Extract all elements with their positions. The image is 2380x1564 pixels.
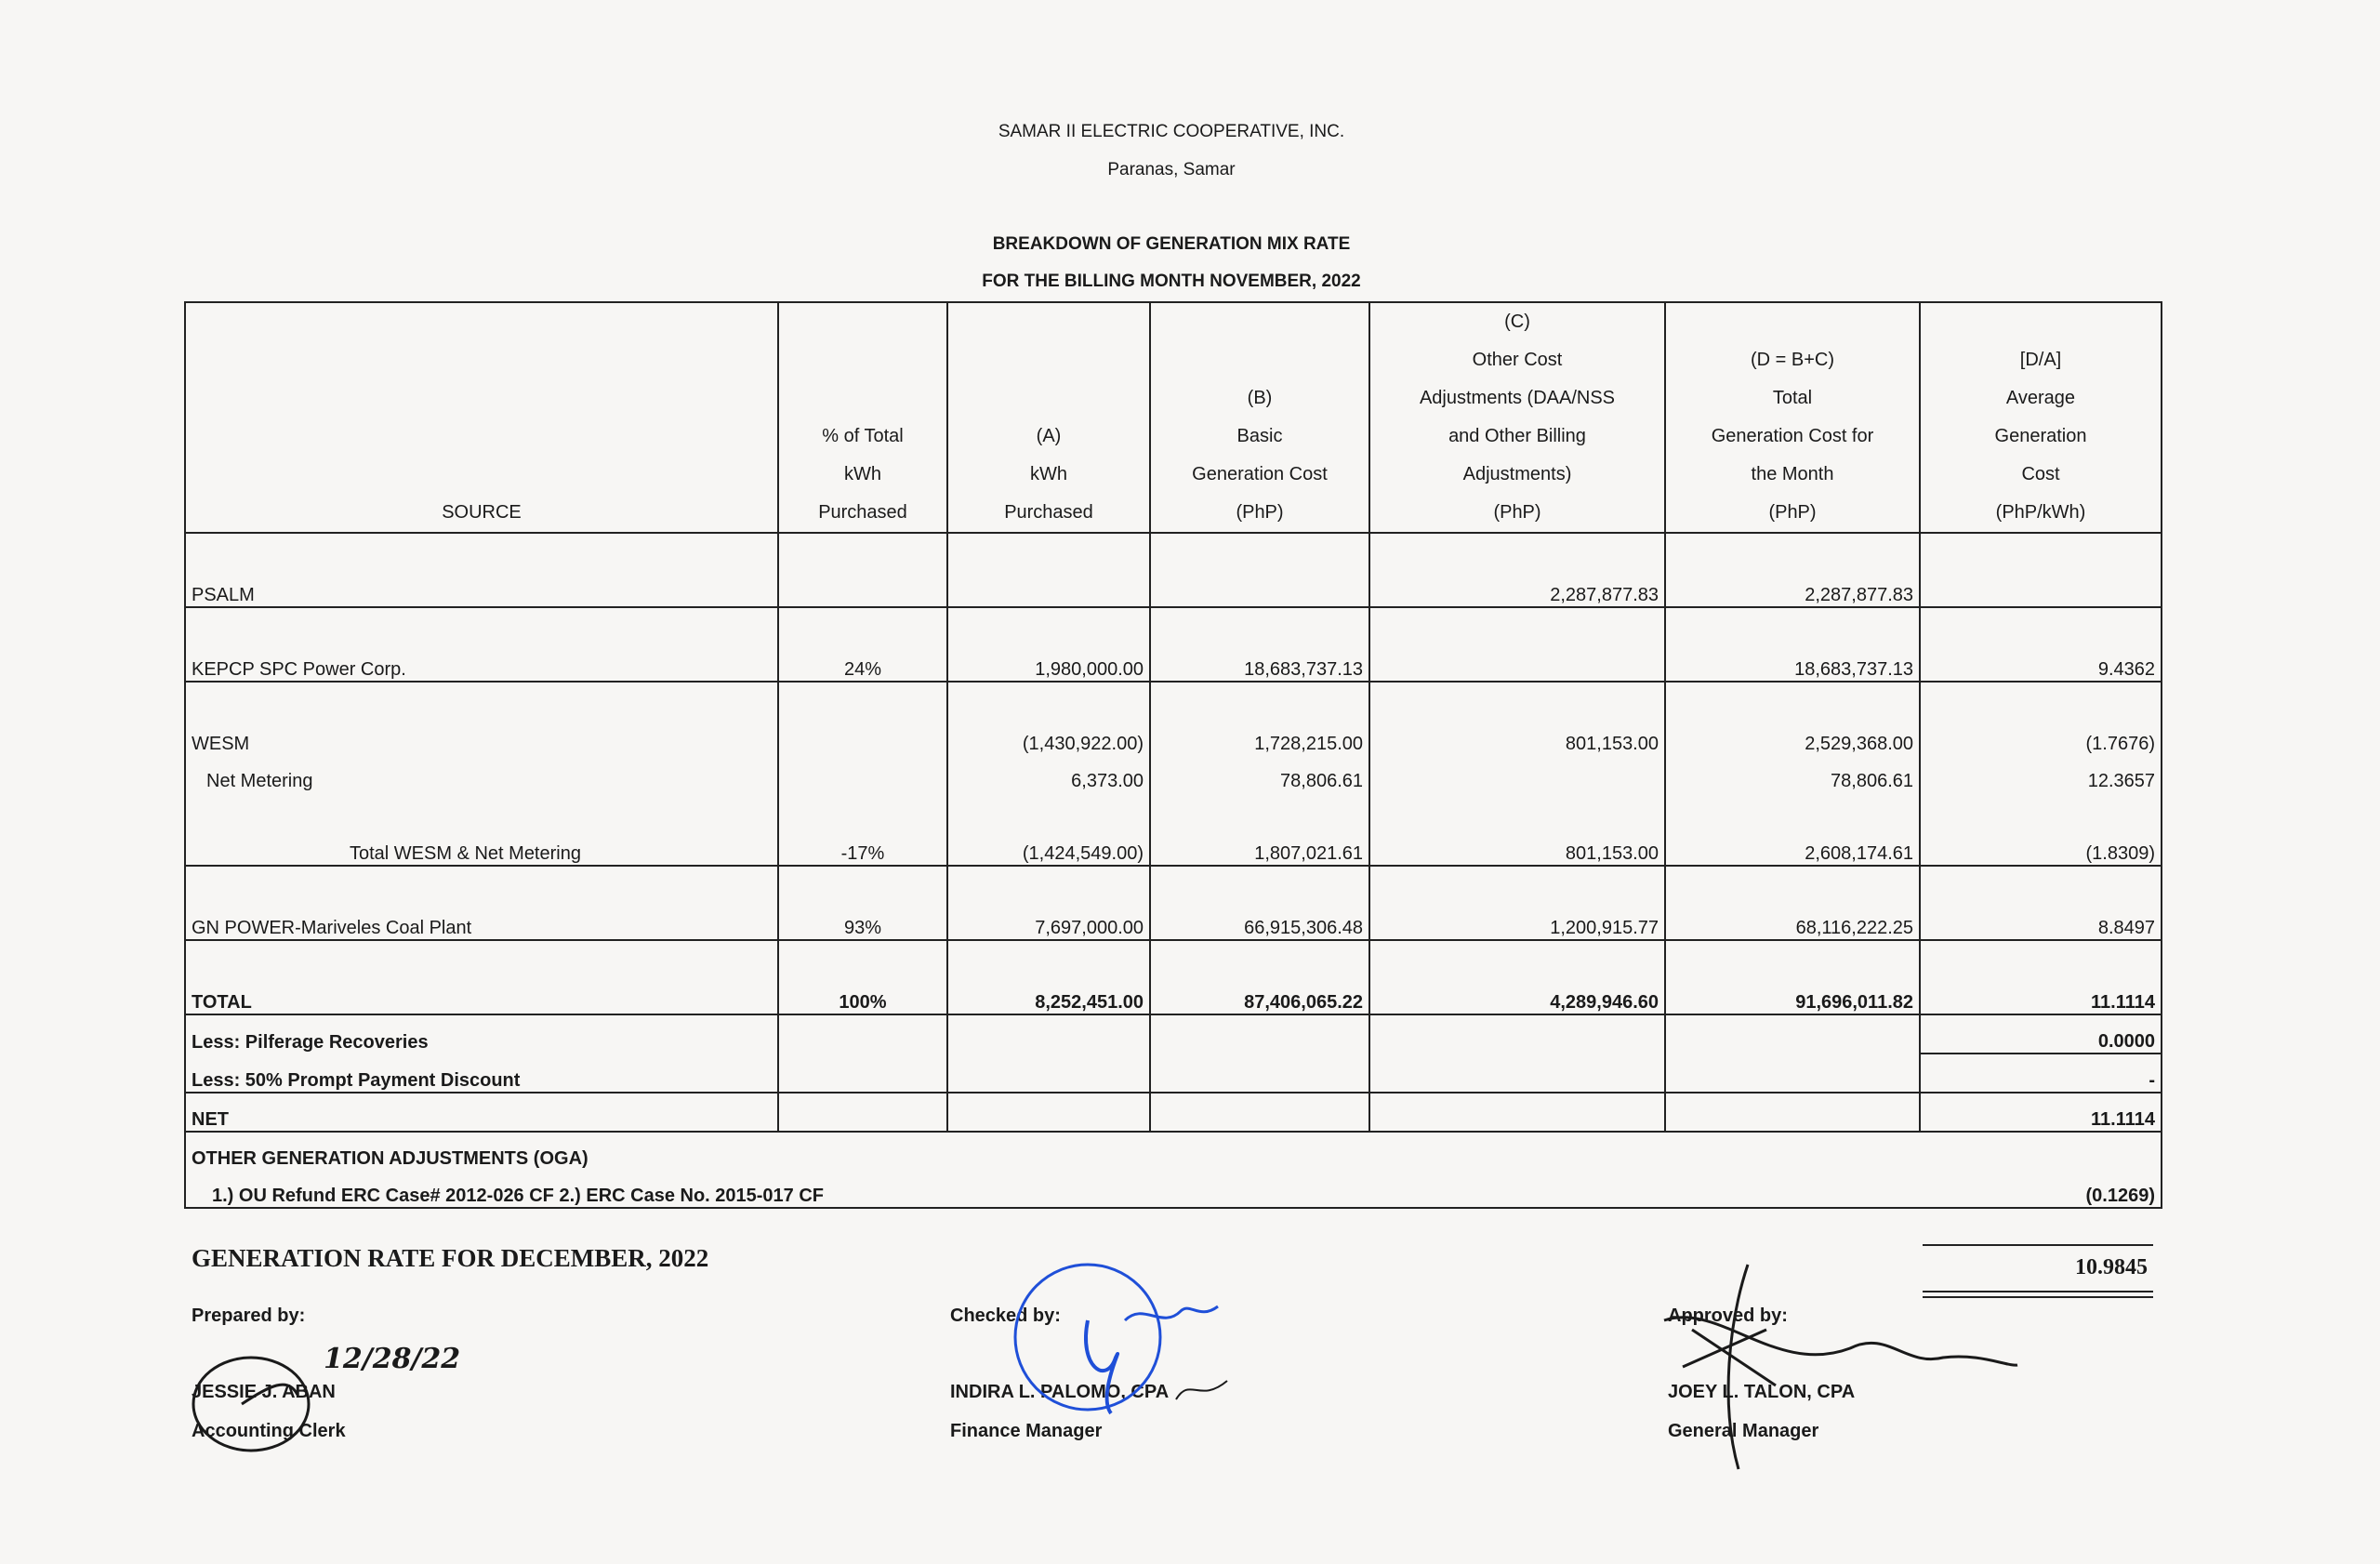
table-row: Net Metering 6,373.00 78,806.61 78,806.61 12.3657 [185,755,2162,792]
prepared-by-caption: Prepared by: [192,1306,306,1326]
table-row: Total WESM & Net Metering -17% (1,424,549.00) 1,807,021.61 801,153.00 2,608,174.61 (1.8309) [185,828,2162,866]
prepared-by-name: JESSIE J. ABAN [192,1382,336,1402]
table-row: 1.) OU Refund ERC Case# 2012-026 CF 2.) ERC Case No. 2015-017 CF (0.1269) [185,1170,2162,1208]
checked-by-caption: Checked by: [950,1306,1061,1326]
generation-rate-label: GENERATION RATE FOR DECEMBER, 2022 [192,1244,709,1272]
column-header-kwh: (A) kWh Purchased [947,302,1150,533]
table-row-net: NET 11.1114 [185,1093,2162,1132]
document-subtitle: FOR THE BILLING MONTH NOVEMBER, 2022 [982,272,1361,291]
prepared-by-position: Accounting Clerk [192,1421,346,1441]
generation-rate-value: 10.9845 [2075,1255,2148,1279]
approved-by-caption: Approved by: [1668,1306,1788,1326]
company-name: SAMAR II ELECTRIC COOPERATIVE, INC. [998,122,1345,141]
column-header-source: SOURCE [185,302,778,533]
company-location: Paranas, Samar [1107,160,1236,179]
table-row: Less: Pilferage Recoveries 0.0000 [185,1014,2162,1054]
approved-by-name: JOEY L. TALON, CPA [1668,1382,1856,1402]
document-title: BREAKDOWN OF GENERATION MIX RATE [992,234,1351,254]
prepared-date-handwritten: 12/28/22 [324,1343,461,1375]
column-header-pct: % of Total kWh Purchased [778,302,947,533]
column-header-other-cost: (C) Other Cost Adjustments (DAA/NSS and Other Billing Adjustments) (PhP) [1369,302,1665,533]
table-row: KEPCP SPC Power Corp. 24% 1,980,000.00 18,683,737.13 18,683,737.13 9.4362 [185,643,2162,682]
checked-signature-mark [948,1265,1246,1451]
approved-signature-mark [1664,1265,2017,1469]
table-header-row [185,302,2162,533]
table-row: OTHER GENERATION ADJUSTMENTS (OGA) [185,1132,2162,1170]
prepared-signature-mark [186,1348,372,1460]
column-header-average-cost: [D/A] Average Generation Cost (PhP/kWh) [1920,302,2162,533]
approved-by-position: General Manager [1668,1421,1819,1441]
table-row-total: TOTAL 100% 8,252,451.00 87,406,065.22 4,289,946.60 91,696,011.82 11.1114 [185,976,2162,1014]
table-row: GN POWER-Mariveles Coal Plant 93% 7,697,000.00 66,915,306.48 1,200,915.77 68,116,222.25 8.8497 [185,902,2162,940]
generation-mix-table [184,301,2162,1209]
column-header-basic-cost: (B) Basic Generation Cost (PhP) [1150,302,1369,533]
table-row: PSALM 2,287,877.83 2,287,877.83 [185,569,2162,607]
table-row: Less: 50% Prompt Payment Discount - [185,1054,2162,1093]
checked-by-position: Finance Manager [950,1421,1103,1441]
column-header-total-cost: (D = B+C) Total Generation Cost for the Month (PhP) [1665,302,1920,533]
table-row: WESM (1,430,922.00) 1,728,215.00 801,153.00 2,529,368.00 (1.7676) [185,718,2162,755]
checked-by-name: INDIRA L. PALOMO, CPA [950,1382,1170,1402]
